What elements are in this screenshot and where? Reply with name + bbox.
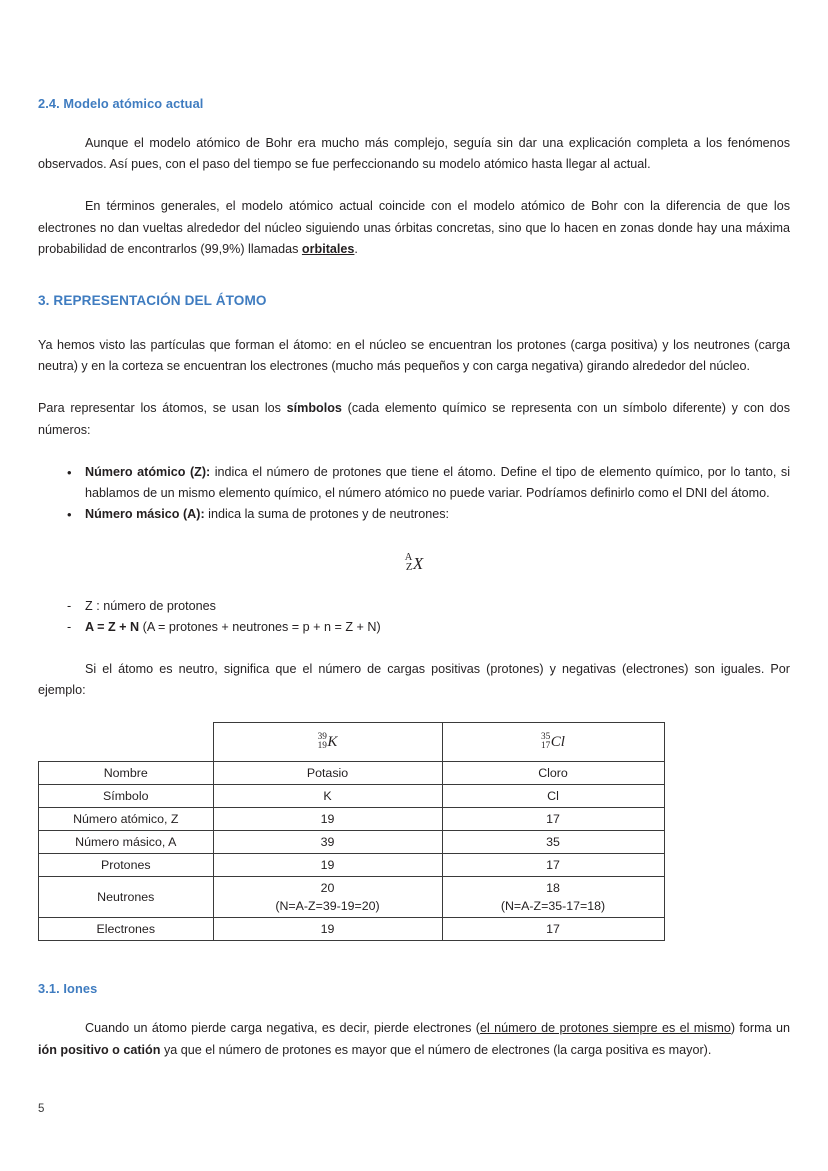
spacer [38,175,790,196]
orbitales-emphasis: orbitales [301,241,355,256]
bullet-term: Número másico (A): [85,507,205,522]
element-symbol: K [327,734,338,751]
numbers-bullet-list [38,462,790,526]
spacer [38,112,790,133]
row-label: Protones [39,854,214,877]
paragraph-text: Para representar los átomos, se usan los [38,401,287,416]
heading-3-1-iones: 3.1. Iones [38,981,98,997]
heading-2-4: 2.4. Modelo atómico actual [38,96,204,111]
spacer [38,525,790,551]
cell-potassium: 19 [213,854,442,877]
spacer [38,309,790,335]
dash-text: Z : número de protones [85,598,216,613]
row-label: Número atómico, Z [39,808,214,831]
list-item [38,596,790,617]
cell-potassium: Potasio [213,762,442,785]
neutron-count: 20 [320,881,335,896]
bullet-term: Número atómico (Z): [85,464,211,479]
row-label: Símbolo [39,785,214,808]
cell-chlorine: Cloro [442,762,664,785]
paragraph-modelo-actual-2 [38,196,790,260]
table-row [39,762,665,785]
spacer [38,638,790,659]
spacer [38,260,790,293]
table-row [39,808,665,831]
dash-text: (A = protones + neutrones = p + n = Z + N) [139,619,381,634]
cation-emphasis: ión positivo o catión [38,1042,161,1057]
paragraph-text: Cuando un átomo pierde carga negativa, es decir, pierde electrones ( [85,1021,480,1036]
cell-potassium: 19 [213,808,442,831]
table-row [39,831,665,854]
paragraph-tail: ya que el número de protones es mayor que el número de electrones (la carga positiva es mayor). [160,1042,712,1057]
cell-potassium [213,877,442,918]
list-item [38,617,790,638]
cell-chlorine: Cl [442,785,664,808]
bullet-text: indica la suma de protones y de neutrones: [204,507,450,522]
spacer [38,997,790,1018]
spacer [38,941,790,981]
paragraph-text: En términos generales, el modelo atómico actual coincide con el modelo atómico de Bohr con la diferencia de que los electrones no dan vueltas alrededor del núcleo siguiendo unas órbitas concretas, sino que lo hacen en zonas donde hay una máxima probabilidad de encontrarlos (99,9%) llamadas [38,199,790,256]
isotope-comparison-table [38,722,665,941]
row-label: Número másico, A [39,831,214,854]
neutron-formula: (N=A-Z=35-17=18) [500,899,606,914]
isotope-notation [405,551,424,574]
isotope-numbers [405,553,413,575]
isotope-notation-chlorine [541,733,565,752]
atomic-number: 19 [317,741,327,752]
paragraph-mid: ) forma un [730,1021,790,1036]
cell-chlorine: 35 [442,831,664,854]
paragraph-modelo-actual-1: Aunque el modelo atómico de Bohr era mucho más complejo, seguía sin dar una explicación completa a los fenómenos observados. Así pues, con el paso del tiempo se fue perfeccionando su modelo atómico hasta llegar al actual. [38,136,790,172]
cell-chlorine: 17 [442,854,664,877]
list-item [38,462,790,504]
mass-number: A [404,551,413,563]
isotope-numbers [318,733,327,752]
atomic-number: 17 [541,741,551,752]
atomic-number: Z [405,562,413,574]
row-label: Electrones [39,918,214,941]
table-row [39,918,665,941]
paragraph-particulas: Ya hemos visto las partículas que forman el átomo: en el núcleo se encuentran los protones (carga positiva) y los neutrones (carga neutra) y en la corteza se encuentran los electrones (mucho más pequeños y con carga negativa) girando alrededor del núcleo. [38,338,790,374]
cell-potassium: K [213,785,442,808]
isotope-notation-formula [38,551,790,574]
spacer [38,575,790,596]
dash-term: A = Z + N [85,619,140,634]
neutron-count: 18 [546,881,560,896]
document-content [38,96,790,1061]
table-corner-cell [39,723,214,762]
paragraph-tail: . [354,241,358,256]
cell-chlorine [442,877,664,918]
list-item [38,504,790,525]
row-label: Neutrones [39,877,214,918]
neutron-formula: (N=A-Z=39-19=20) [275,899,380,914]
element-symbol: Cl [550,734,565,751]
definitions-dash-list [38,596,790,638]
cell-potassium: 39 [213,831,442,854]
table-row [39,785,665,808]
spacer [38,441,790,462]
table-row [39,854,665,877]
table-header-row [39,723,665,762]
paragraph-atomo-neutro: Si el átomo es neutro, significa que el número de cargas positivas (protones) y negativas (electrones) son iguales. Por ejemplo: [38,661,790,698]
mass-number: 39 [317,731,327,742]
bullet-text: indica el número de protones que tiene el átomo. Define el tipo de elemento químico, por lo tanto, si hablamos de un mismo elemento químico, el número atómico no puede variar. Podríamos definirlo como el DNI del átomo. [85,464,790,501]
protones-underline: el número de protones siempre es el mismo [479,1021,731,1036]
table-header-potassium [213,723,442,762]
paragraph-simbolos [38,398,790,440]
isotope-numbers [541,733,550,752]
heading-3-representacion: 3. REPRESENTACIÓN DEL ÁTOMO [38,293,267,309]
spacer [38,701,790,722]
mass-number: 35 [541,731,551,742]
paragraph-tail: (cada elemento químico se representa con un símbolo diferente) y con dos números: [38,401,790,437]
element-symbol: X [412,553,424,573]
table-row-neutrons [39,877,665,918]
cell-potassium: 19 [213,918,442,941]
cell-chlorine: 17 [442,918,664,941]
cell-chlorine: 17 [442,808,664,831]
page-number: 5 [38,1103,45,1115]
spacer [38,377,790,398]
isotope-notation-potassium [318,733,338,752]
row-label: Nombre [39,762,214,785]
simbolos-emphasis: símbolos [286,401,342,416]
paragraph-iones [38,1018,790,1060]
table-header-chlorine [442,723,664,762]
